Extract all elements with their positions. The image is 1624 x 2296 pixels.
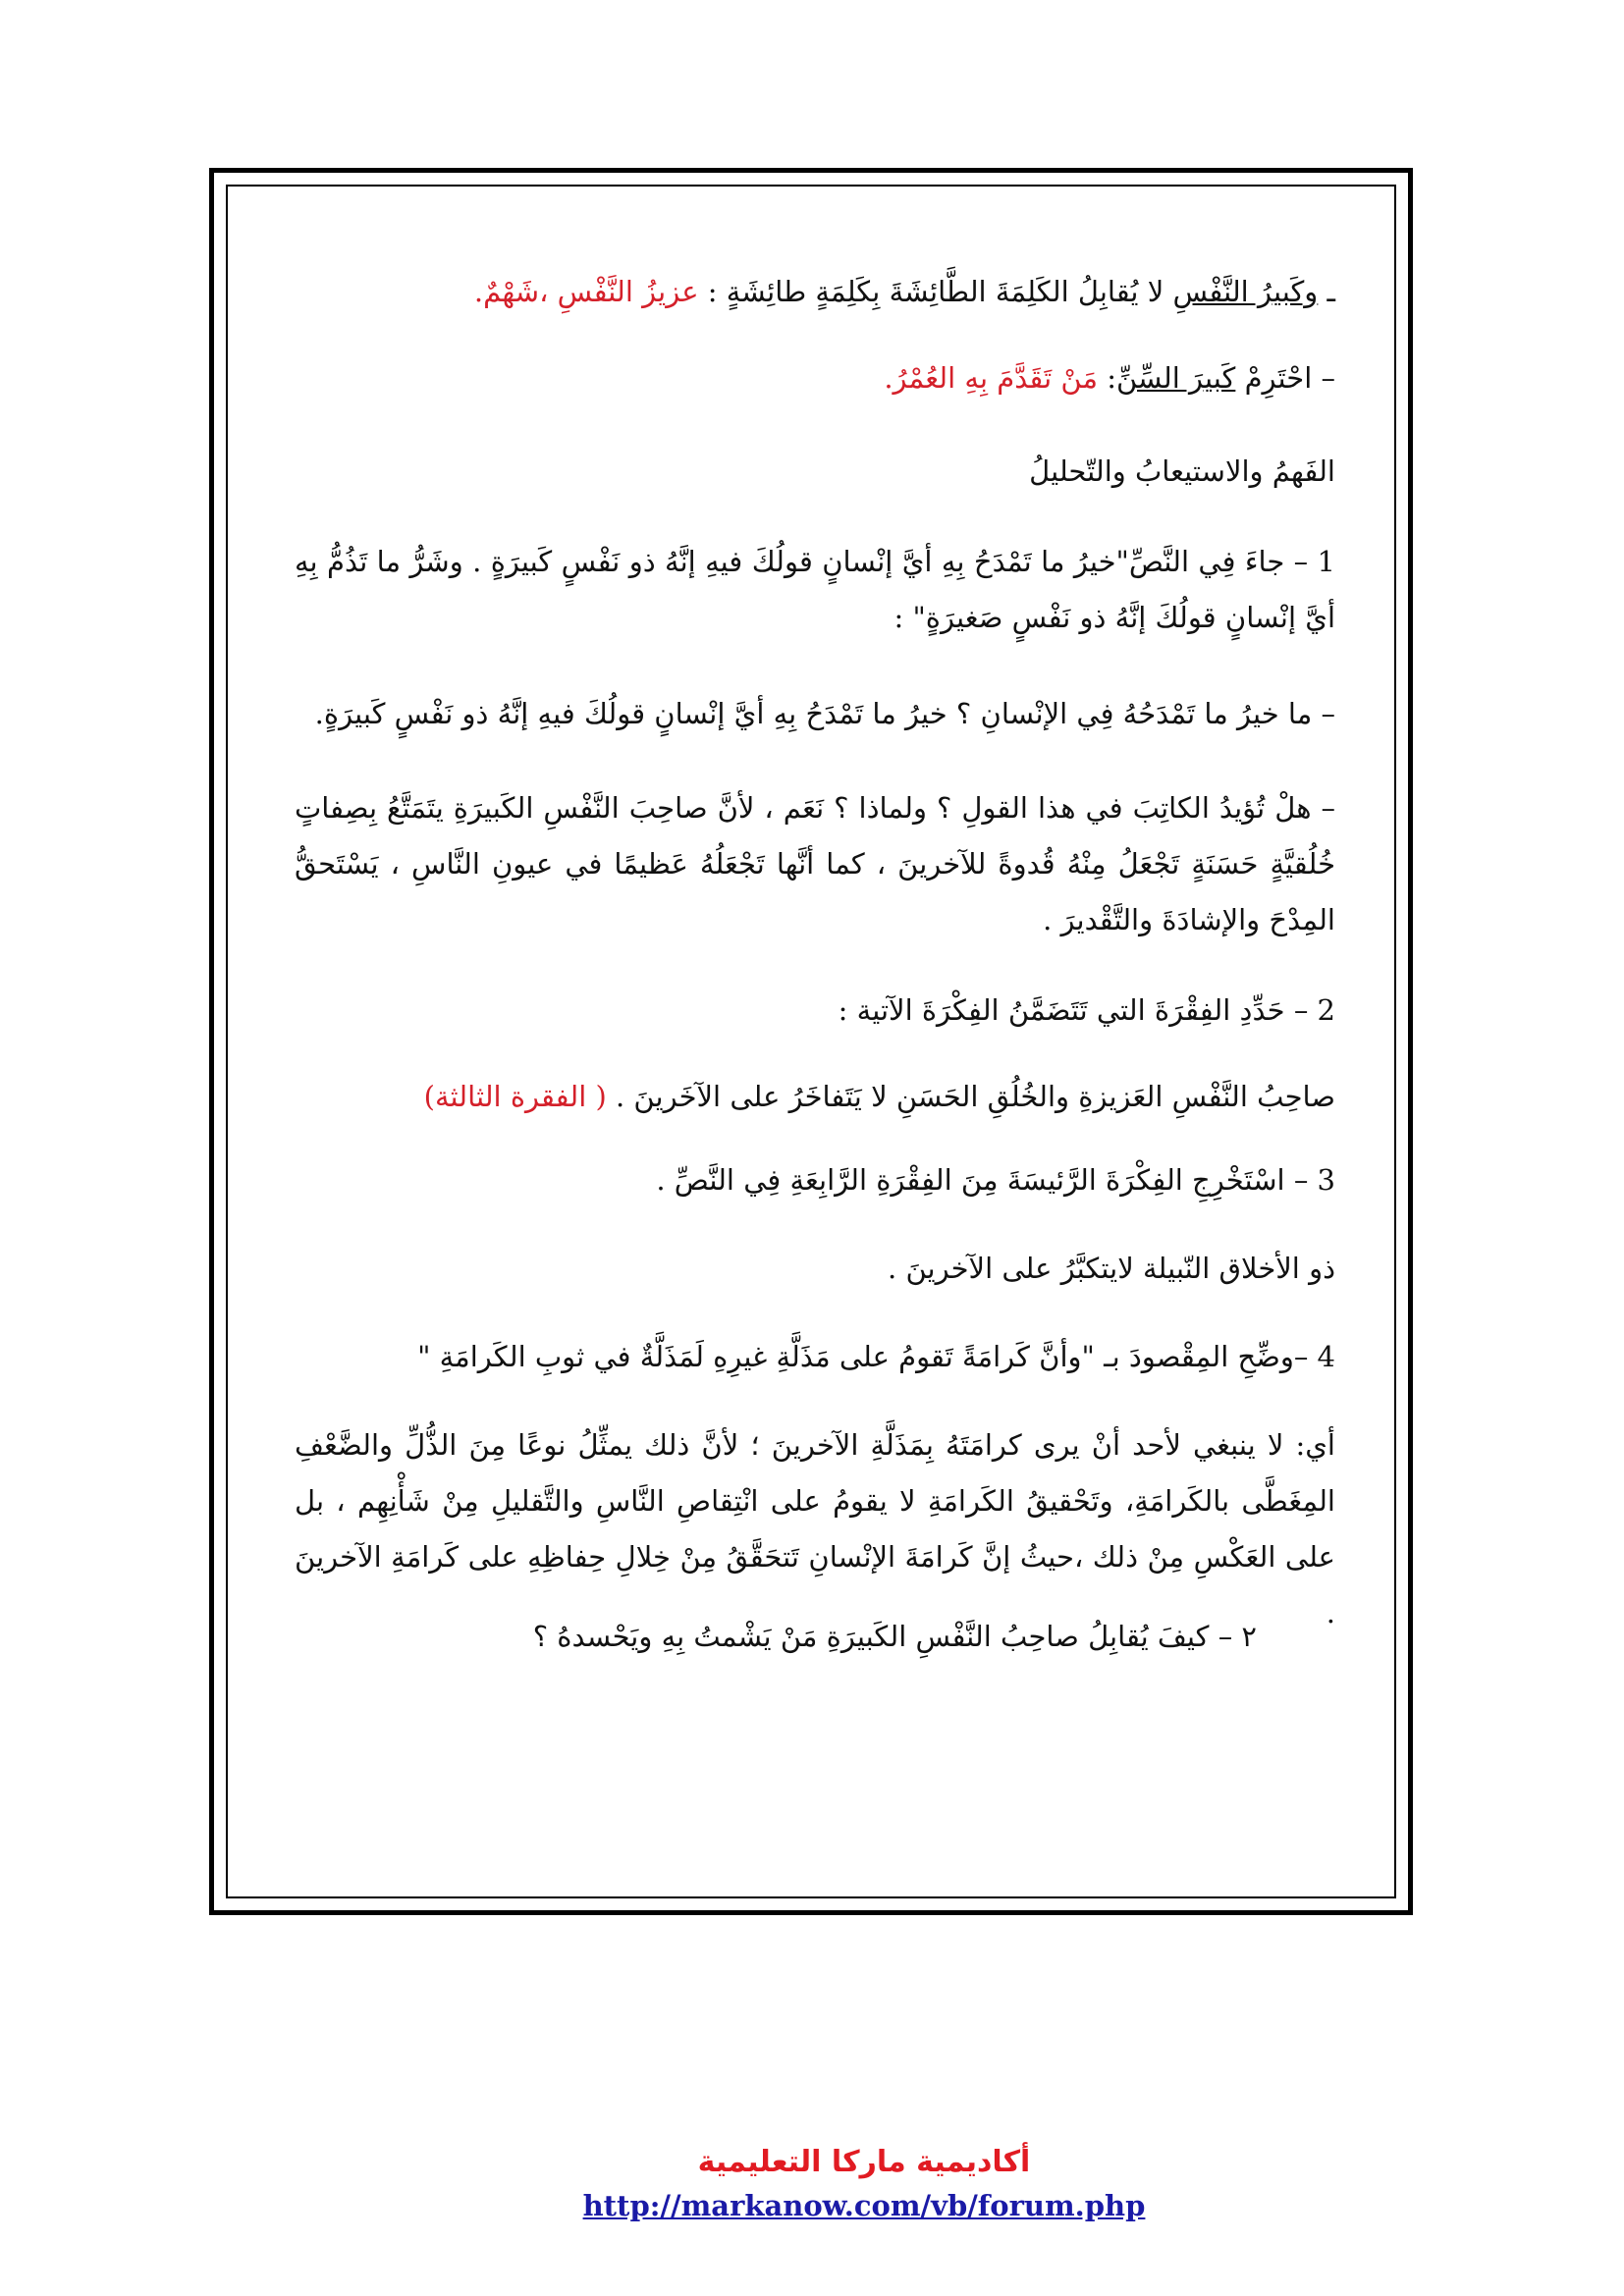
question-5: ٢ – كيفَ يُقابِلُ صاحِبُ النَّفْسِ الكَبيرَةِ مَنْ يَشْمتُ بِهِ ويَحْسدهُ ؟ <box>532 1620 1257 1653</box>
vocab-answer: مَنْ تَقَدَّمَ بِهِ العُمْرُ. <box>884 361 1098 395</box>
vocab-line-1: ـ وكَبيرُ النَّفْسِ لا يُقابِلُ الكَلِمَةَ الطَّائِشَةَ بِكَلِمَةٍ طائِشَةٍ : عزيزُ النَّفْسِ ،شَهْمٌ. <box>473 275 1335 308</box>
vocab-word: كَبيرَ السِّنِّ <box>1115 361 1236 395</box>
footer-title: أكاديمية ماركا التعليمية <box>697 2145 1031 2179</box>
answer-1a: – ما خيرُ ما تَمْدَحُهُ فِي الإنْسانِ ؟ خيرُ ما تَمْدَحُ بِهِ أيَّ إنْسانٍ قولُكَ فيهِ إنَّهُ ذو نَفْسٍ كَبيرَةٍ. <box>314 697 1335 730</box>
paragraph-answer: ( الفقرة الثالثة) <box>423 1080 607 1113</box>
answer-2: صاحِبُ النَّفْسِ العَزيزةِ والخُلُقِ الحَسَنِ لا يَتَفاخَرُ على الآخَرينَ . ( الفقرة الثالثة) <box>423 1080 1335 1113</box>
question-4: 4 –وضِّحِ المِقْصودَ بـ "وأنَّ كَرامَةً تَقومُ على مَذَلَّةِ غيرِهِ لَمَذَلَّةٌ في ثوبِ الكَرامَةِ " <box>417 1340 1335 1373</box>
page-frame <box>209 168 1413 1915</box>
question-3: 3 – اسْتَخْرِجِ الفِكْرَةَ الرَّئيسَةَ مِنَ الفِقْرَةِ الرَّابِعَةِ فِي النَّصِّ . <box>656 1163 1335 1197</box>
question-1: 1 – جاءَ فِي النَّصِّ"خيرُ ما تَمْدَحُ بِهِ أيَّ إنْسانٍ قولُكَ فيهِ إنَّهُ ذو نَفْسٍ كَبيرَةٍ . وشَرُّ ما تَذُمُّ بِهِ أيَّ إنْسانٍ قولُكَ إنَّهُ ذو نَفْسٍ صَغيرَةٍ" : <box>295 545 1335 634</box>
vocab-line-2: – احْتَرِمْ كَبيرَ السِّنِّ: مَنْ تَقَدَّمَ بِهِ العُمْرُ. <box>884 361 1335 395</box>
vocab-word: وكَبيرُ النَّفْسِ <box>1172 275 1319 308</box>
answer-4: أي: لا ينبغي لأحد أنْ يرى كرامَتَهُ بِمَذَلَّةِ الآخرينَ ؛ لأنَّ ذلك يمثِّلُ نوعًا مِنَ الذُّلِّ والضَّعْفِ المِغَطَّى بالكَرامَةِ، وتَحْقيقُ الكَرامَةِ لا يقومُ على انْتِقاصِ النَّاسِ والتَّقليلِ مِنْ شَأْنِهِم ، بل على العَكْسِ مِنْ ذلك ،حيثُ إنَّ كَرامَةَ الإنْسانِ تَتحَقَّقُ مِنْ خِلالِ حِفاظِهِ على كَرامَةِ الآخرينَ . <box>295 1428 1335 1629</box>
answer-3: ذو الأخلاق النّبيلة لايتكبَّرُ على الآخرينَ . <box>888 1252 1335 1285</box>
footer-link[interactable]: http://markanow.com/vb/forum.php <box>582 2189 1146 2222</box>
question-2: 2 – حَدِّدِ الفِقْرَةَ التي تَتَضَمَّنُ الفِكْرَةَ الآتية : <box>838 993 1335 1027</box>
vocab-answer: عزيزُ النَّفْسِ ،شَهْمٌ. <box>473 275 699 308</box>
answer-1b: – هلْ تُؤيدُ الكاتِبَ في هذا القولِ ؟ ولماذا ؟ نَعَم ، لأنَّ صاحِبَ النَّفْسِ الكَبيرَةِ يتَمَتَّعُ بِصِفاتٍ خُلُقيَّةٍ حَسَنَةٍ تَجْعَلُ مِنْهُ قُدوةً للآخرينَ ، كما أنَّها تَجْعَلُهُ عَظيمًا في عيونِ النَّاسِ ، يَسْتَحقُّ المِدْحَ والإشادَةَ والتَّقْديرَ . <box>295 791 1335 936</box>
section-heading: الفَهمُ والاستيعابُ والتّحليلُ <box>1029 454 1335 488</box>
